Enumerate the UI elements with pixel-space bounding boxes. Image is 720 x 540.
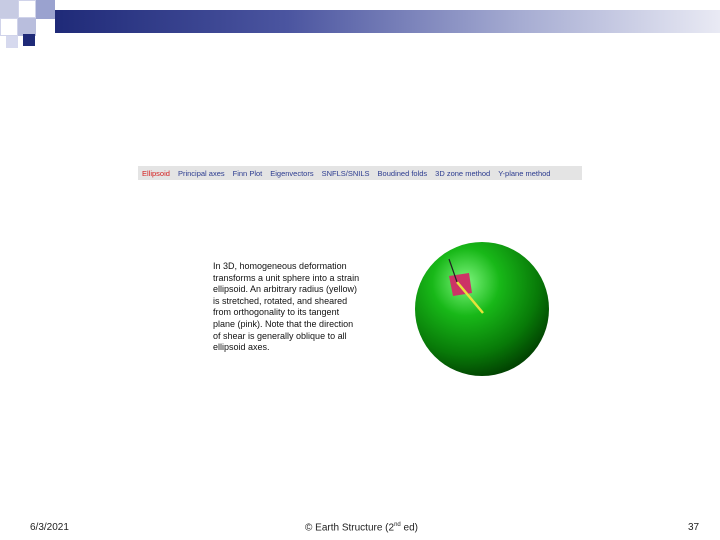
nav-item-y-plane-method[interactable]: Y-plane method [498, 168, 551, 178]
copyright-sup: nd [394, 522, 401, 528]
nav-item-3d-zone-method[interactable]: 3D zone method [435, 168, 491, 178]
corner-square-7 [6, 36, 18, 48]
footer-page-number: 37 [688, 522, 700, 533]
nav-item-principal-axes[interactable]: Principal axes [177, 168, 225, 178]
nav-item-snfls-snils[interactable]: SNFLS/SNILS [321, 168, 370, 178]
title-band [55, 10, 720, 33]
nav-item-finn-plot[interactable]: Finn Plot [232, 168, 263, 178]
corner-square-2 [18, 0, 36, 18]
corner-square-4 [0, 18, 18, 36]
nav-bar [138, 166, 582, 180]
nav-item-boudined-folds[interactable]: Boudined folds [377, 168, 428, 178]
copyright-prefix: © Earth Structure (2 [305, 522, 395, 534]
nav-item-eigenvectors[interactable]: Eigenvectors [270, 168, 314, 178]
footer-date: 6/3/2021 [30, 522, 69, 533]
strain-sphere-figure [413, 240, 551, 378]
unit-sphere [415, 242, 549, 376]
copyright-suffix: ed) [400, 522, 418, 534]
corner-square-1 [0, 0, 18, 18]
footer-copyright [305, 522, 418, 533]
corner-square-6 [23, 34, 35, 46]
nav-item-ellipsoid[interactable]: Ellipsoid [142, 168, 170, 178]
description-text: In 3D, homogeneous deformation transforms a unit sphere into a strain ellipsoid. An arbitrary radius (yellow) is stretched, rotated, and sheared from orthogonality to its tangent plane (pink). Note that the direction of shear is generally oblique to all ellipsoid axes. [213, 261, 360, 353]
corner-square-3 [36, 0, 55, 19]
